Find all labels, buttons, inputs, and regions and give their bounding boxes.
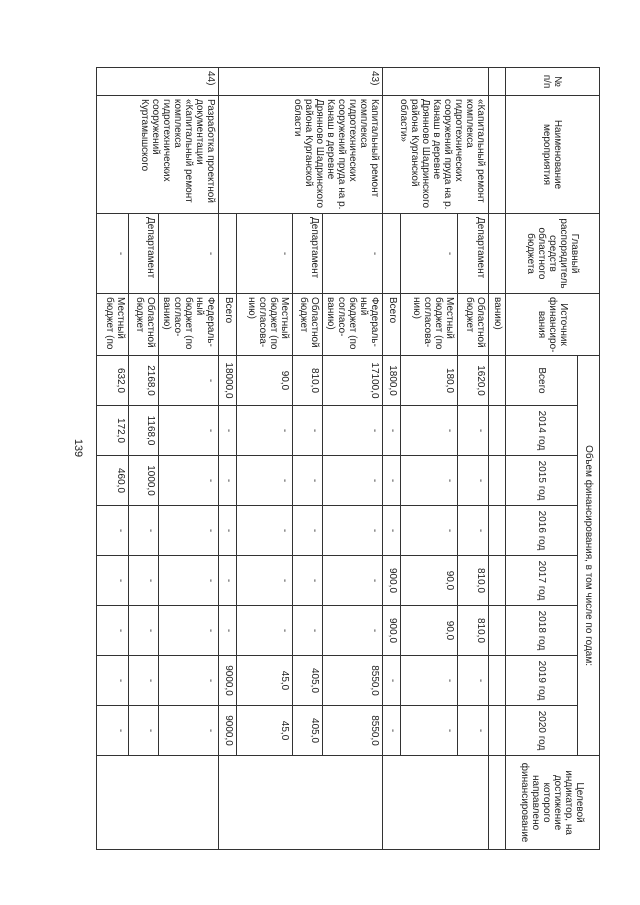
cell: - [237,556,293,606]
cell: Областной бюджет [458,294,489,356]
cell: - [129,506,159,556]
cell: - [159,706,219,756]
header-2018: 2018 год [506,606,578,656]
cell: - [219,506,237,556]
header-2016: 2016 год [506,506,578,556]
cell: - [159,406,219,456]
cell: - [159,506,219,556]
cell [489,556,506,606]
cell: Департамент [293,214,323,294]
cell: - [219,456,237,506]
cell: - [383,706,401,756]
header-funding-group: Объем финансирования, в том числе по годам: [578,356,600,756]
cell: - [97,214,129,294]
cell: 2168,0 [129,356,159,406]
table-row [489,68,506,850]
cell: 1800,0 [383,356,401,406]
cell: - [323,456,383,506]
cell: - [458,706,489,756]
cell: - [129,606,159,656]
table-row [159,68,219,850]
cell: - [401,506,458,556]
cell: 1000,0 [129,456,159,506]
cell: - [293,456,323,506]
cell: 900,0 [383,556,401,606]
cell: - [219,556,237,606]
cell: - [383,456,401,506]
cell: - [237,506,293,556]
table-row [323,68,383,850]
cell: - [219,606,237,656]
cell: 810,0 [293,356,323,406]
cell: 1620,0 [458,356,489,406]
cell: 18000,0 [219,356,237,406]
funding-table [96,67,600,850]
cell [489,706,506,756]
cell: Областной бюджет [293,294,323,356]
cell: 180,0 [401,356,458,406]
cell: - [97,506,129,556]
cell: - [97,706,129,756]
cell: - [237,606,293,656]
cell: 9000,0 [219,706,237,756]
cell: Федераль-ный бюджет (по согласо-ванию) [159,294,219,356]
cell [383,68,489,96]
cell: 632,0 [97,356,129,406]
cell: - [458,406,489,456]
cell [219,756,383,850]
cell: - [219,406,237,456]
cell: - [293,506,323,556]
cell: - [159,356,219,406]
cell [219,214,237,294]
cell: Федераль-ный бюджет (по согласо-ванию) [323,294,383,356]
header-num: № п/п [506,68,600,96]
cell [97,756,219,850]
cell: Департамент [129,214,159,294]
cell [489,456,506,506]
header-name: Наименование мероприятия [506,96,600,214]
cell: «Капитальный ремонт комплекса гидротехнических сооружений пруда на р. Канаш в деревне Дрянново Шадринского района Курганской области» [383,96,489,214]
cell: - [323,556,383,606]
cell: 460,0 [97,456,129,506]
cell: ванию) [489,294,506,356]
cell: 17100,0 [323,356,383,406]
cell: 45,0 [237,706,293,756]
cell: Местный бюджет (по [97,294,129,356]
cell [489,68,506,96]
cell: - [401,456,458,506]
cell [489,756,506,850]
cell: Разработка проектной документации «Капитальный ремонт комплекса гидротехнических сооружений Куртамышского [97,96,219,214]
cell: - [383,656,401,706]
table-rotated [104,67,600,849]
cell [489,214,506,294]
header-2019: 2019 год [506,656,578,706]
cell: 90,0 [401,606,458,656]
table-row [458,68,489,850]
cell: - [323,606,383,656]
cell: Капитальный ремонт комплекса гидротехнических сооружений пруда на р. Канаш в деревне Дрянново Шадринского района Курганской области [219,96,383,214]
cell: - [97,606,129,656]
cell: 43) [219,68,383,96]
cell: Всего [383,294,401,356]
cell: - [383,406,401,456]
header-2017: 2017 год [506,556,578,606]
cell: - [237,214,293,294]
cell: 405,0 [293,656,323,706]
header-manager: Главный распорядитель средств областного бюджета [506,214,600,294]
cell: 44) [97,68,219,96]
cell [489,96,506,214]
table-frame [104,67,600,849]
cell: - [458,506,489,556]
cell: 810,0 [458,556,489,606]
cell: - [293,606,323,656]
cell: - [401,214,458,294]
cell: 8550,0 [323,656,383,706]
cell: - [129,656,159,706]
cell: - [401,406,458,456]
cell: 90,0 [237,356,293,406]
header-2020: 2020 год [506,706,578,756]
cell: - [458,656,489,706]
cell: - [159,606,219,656]
cell [489,506,506,556]
cell: - [401,706,458,756]
cell: 810,0 [458,606,489,656]
cell: Местный бюджет (по согласова-нию) [237,294,293,356]
cell: - [97,556,129,606]
cell: - [383,506,401,556]
cell [383,756,489,850]
cell [383,214,401,294]
cell: 405,0 [293,706,323,756]
cell: - [159,456,219,506]
cell: 900,0 [383,606,401,656]
cell: - [323,506,383,556]
cell: 8550,0 [323,706,383,756]
page-number: 139 [72,438,84,458]
cell: 90,0 [401,556,458,606]
cell: 9000,0 [219,656,237,706]
cell: - [97,656,129,706]
cell: - [293,406,323,456]
cell: - [159,656,219,706]
cell: - [323,406,383,456]
cell: 1168,0 [129,406,159,456]
cell: - [401,656,458,706]
cell [489,406,506,456]
cell: - [237,456,293,506]
header-source: Источник финансиро-вания [506,294,600,356]
header-total: Всего [506,356,578,406]
header-row-1 [578,68,600,850]
header-indicator: Целевой индикатор, на достижение которого направлено финансирование [506,756,600,850]
cell: - [323,214,383,294]
cell: 172,0 [97,406,129,456]
cell: Местный бюджет (по согласова-нию) [401,294,458,356]
cell: - [129,556,159,606]
cell [489,356,506,406]
cell: Областной бюджет [129,294,159,356]
cell: Всего [219,294,237,356]
cell [489,606,506,656]
cell: 45,0 [237,656,293,706]
cell: - [458,456,489,506]
header-2015: 2015 год [506,456,578,506]
cell: Департамент [458,214,489,294]
cell: - [159,214,219,294]
cell [489,656,506,706]
cell: - [293,556,323,606]
header-2014: 2014 год [506,406,578,456]
cell: - [237,406,293,456]
cell: - [129,706,159,756]
cell: - [159,556,219,606]
